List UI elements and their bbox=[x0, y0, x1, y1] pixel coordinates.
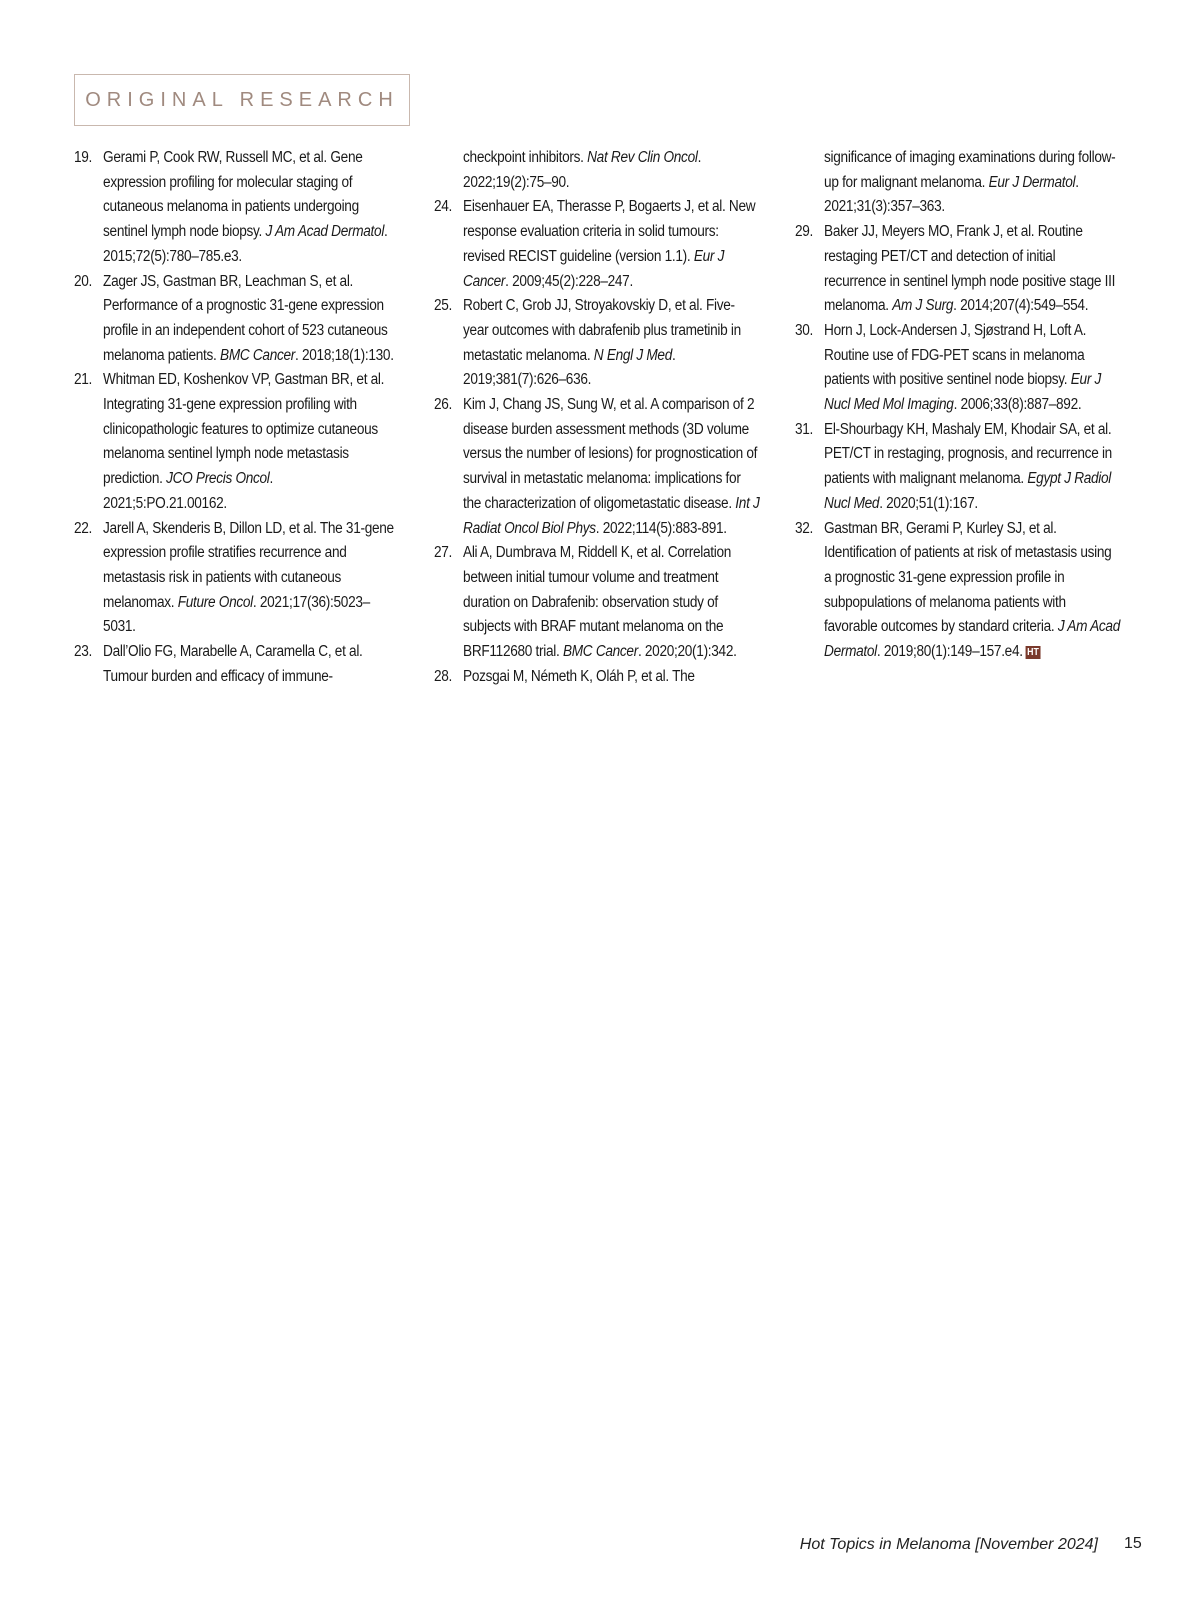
reference-citation: . 2006;33(8):887–892. bbox=[953, 396, 1082, 414]
footer-journal-title: Hot Topics in Melanoma [November 2024] bbox=[799, 1536, 1098, 1553]
reference-journal: Egypt J Radiol Nucl Med bbox=[824, 470, 1112, 512]
reference-item bbox=[74, 517, 400, 641]
reference-text: significance of imaging examinations during follow-up for malignant melanoma. bbox=[824, 149, 1116, 191]
reference-item bbox=[795, 319, 1121, 418]
reference-journal: Eur J Nucl Med Mol Imaging bbox=[824, 371, 1102, 414]
reference-citation: . 2021;31(3):357–363. bbox=[824, 173, 1079, 216]
reference-journal: Int J Radiat Oncol Biol Phys bbox=[463, 494, 760, 537]
reference-number: 29. bbox=[795, 223, 814, 241]
reference-journal: J Am Acad Dermatol bbox=[824, 618, 1120, 661]
reference-citation: . 2021;5:PO.21.00162. bbox=[103, 470, 274, 512]
reference-journal: J Am Acad Dermatol bbox=[265, 223, 385, 241]
reference-text: Gastman BR, Gerami P, Kurley SJ, et al. Identification of patients at risk of metastasis using a prognostic 31-gene expression profile in subpopulations of melanoma patients with favorable outcomes by standard criteria. bbox=[824, 519, 1112, 636]
reference-text: Jarell A, Skenderis B, Dillon LD, et al. The 31-gene expression profile stratifies recurrence and metastasis risk in patients with cutaneous melanomax. bbox=[103, 519, 394, 611]
reference-item bbox=[795, 517, 1121, 665]
references-column-3 bbox=[795, 146, 1121, 665]
reference-journal: BMC Cancer bbox=[220, 346, 296, 364]
references-column-1 bbox=[74, 146, 400, 689]
reference-item bbox=[795, 418, 1121, 517]
reference-journal: BMC Cancer bbox=[562, 643, 638, 661]
reference-item bbox=[434, 195, 760, 294]
reference-citation: . 2020;51(1):167. bbox=[879, 494, 978, 512]
reference-citation: . 2021;17(36):5023–5031. bbox=[103, 593, 370, 636]
reference-citation: . 2019;381(7):626–636. bbox=[463, 346, 676, 389]
reference-journal: Am J Surg bbox=[892, 297, 954, 315]
reference-number: 22. bbox=[74, 519, 93, 537]
reference-item bbox=[74, 270, 400, 369]
reference-number: 21. bbox=[74, 371, 93, 389]
reference-text: Zager JS, Gastman BR, Leachman S, et al. Performance of a prognostic 31-gene expression profile in an independent cohort of 523 cutaneous melanoma patients. bbox=[103, 272, 388, 364]
reference-citation: . 2015;72(5):780–785.e3. bbox=[103, 223, 388, 265]
reference-journal: Eur J Dermatol bbox=[988, 173, 1076, 191]
reference-item bbox=[434, 665, 760, 690]
reference-citation: . 2022;114(5):883-891. bbox=[595, 519, 727, 537]
ht-end-mark-icon: HT bbox=[1027, 647, 1039, 659]
reference-number: 32. bbox=[795, 519, 814, 537]
reference-item bbox=[74, 146, 400, 270]
references-column-2 bbox=[434, 146, 760, 689]
reference-text: Gerami P, Cook RW, Russell MC, et al. Gene expression profiling for molecular staging of cutaneous melanoma in patients undergoing sentinel lymph node biopsy. bbox=[103, 149, 363, 241]
reference-item-continued bbox=[434, 146, 760, 195]
reference-citation: . 2022;19(2):75–90. bbox=[463, 149, 702, 191]
reference-citation: . 2018;18(1):130. bbox=[295, 346, 394, 364]
reference-item bbox=[74, 368, 400, 516]
reference-text: Dall’Olio FG, Marabelle A, Caramella C, et al. Tumour burden and efficacy of immune- bbox=[103, 643, 363, 685]
reference-number: 27. bbox=[434, 544, 453, 562]
reference-item bbox=[434, 541, 760, 665]
reference-number: 23. bbox=[74, 643, 93, 661]
reference-item bbox=[795, 220, 1121, 319]
reference-text: Robert C, Grob JJ, Stroyakovskiy D, et al. Five-year outcomes with dabrafenib plus trametinib in metastatic melanoma. bbox=[463, 297, 741, 364]
reference-number: 25. bbox=[434, 297, 453, 315]
reference-number: 30. bbox=[795, 321, 814, 339]
page-number: 15 bbox=[1124, 1535, 1142, 1552]
reference-citation: . 2014;207(4):549–554. bbox=[953, 297, 1089, 315]
reference-number: 24. bbox=[434, 198, 453, 216]
reference-item-continued bbox=[795, 146, 1121, 220]
reference-number: 19. bbox=[74, 149, 93, 166]
section-label: ORIGINAL RESEARCH bbox=[74, 74, 410, 126]
reference-item bbox=[434, 393, 760, 541]
reference-text: Kim J, Chang JS, Sung W, et al. A comparison of 2 disease burden assessment methods (3D volume versus the number of lesions) for prognostication of survival in metastatic melanoma: implications for the characterization of oligometastatic disease. bbox=[463, 396, 758, 512]
reference-text: El-Shourbagy KH, Mashaly EM, Khodair SA, et al. PET/CT in restaging, prognosis, and recurrence in patients with malignant melanoma. bbox=[824, 420, 1112, 488]
reference-number: 31. bbox=[795, 420, 814, 438]
reference-text: Baker JJ, Meyers MO, Frank J, et al. Routine restaging PET/CT and detection of initial recurrence in sentinel lymph node positive stage III melanoma. bbox=[824, 223, 1116, 315]
reference-number: 20. bbox=[74, 272, 93, 290]
reference-journal: Future Oncol bbox=[177, 593, 253, 611]
reference-item bbox=[434, 294, 760, 393]
reference-journal: Eur J Cancer bbox=[463, 247, 725, 290]
reference-text: checkpoint inhibitors. bbox=[463, 149, 588, 166]
reference-citation: . 2019;80(1):149–157.e4. bbox=[876, 643, 1023, 661]
reference-text: Whitman ED, Koshenkov VP, Gastman BR, et al. Integrating 31-gene expression profiling with clinicopathologic features to optimize cutaneous melanoma sentinel lymph node metastasis prediction. bbox=[103, 371, 385, 488]
reference-text: Horn J, Lock-Andersen J, Sjøstrand H, Loft A. Routine use of FDG-PET scans in melanoma patients with positive sentinel node biopsy. bbox=[824, 321, 1087, 389]
reference-journal: JCO Precis Oncol bbox=[166, 470, 270, 488]
reference-text: Pozsgai M, Németh K, Oláh P, et al. The bbox=[463, 667, 695, 685]
reference-journal: Nat Rev Clin Oncol bbox=[587, 149, 698, 166]
reference-number: 26. bbox=[434, 396, 453, 414]
reference-text: Eisenhauer EA, Therasse P, Bogaerts J, et al. New response evaluation criteria in solid tumours: revised RECIST guideline (version 1.1). bbox=[463, 198, 756, 265]
reference-text: Ali A, Dumbrava M, Riddell K, et al. Correlation between initial tumour volume and treatment duration on Dabrafenib: observation study of subjects with BRAF mutant melanoma on the BRF112680 trial. bbox=[463, 544, 732, 661]
reference-citation: . 2020;20(1):342. bbox=[637, 643, 737, 661]
reference-number: 28. bbox=[434, 667, 453, 685]
reference-citation: . 2009;45(2):228–247. bbox=[505, 272, 633, 290]
reference-journal: N Engl J Med bbox=[593, 346, 672, 364]
reference-item bbox=[74, 640, 400, 689]
